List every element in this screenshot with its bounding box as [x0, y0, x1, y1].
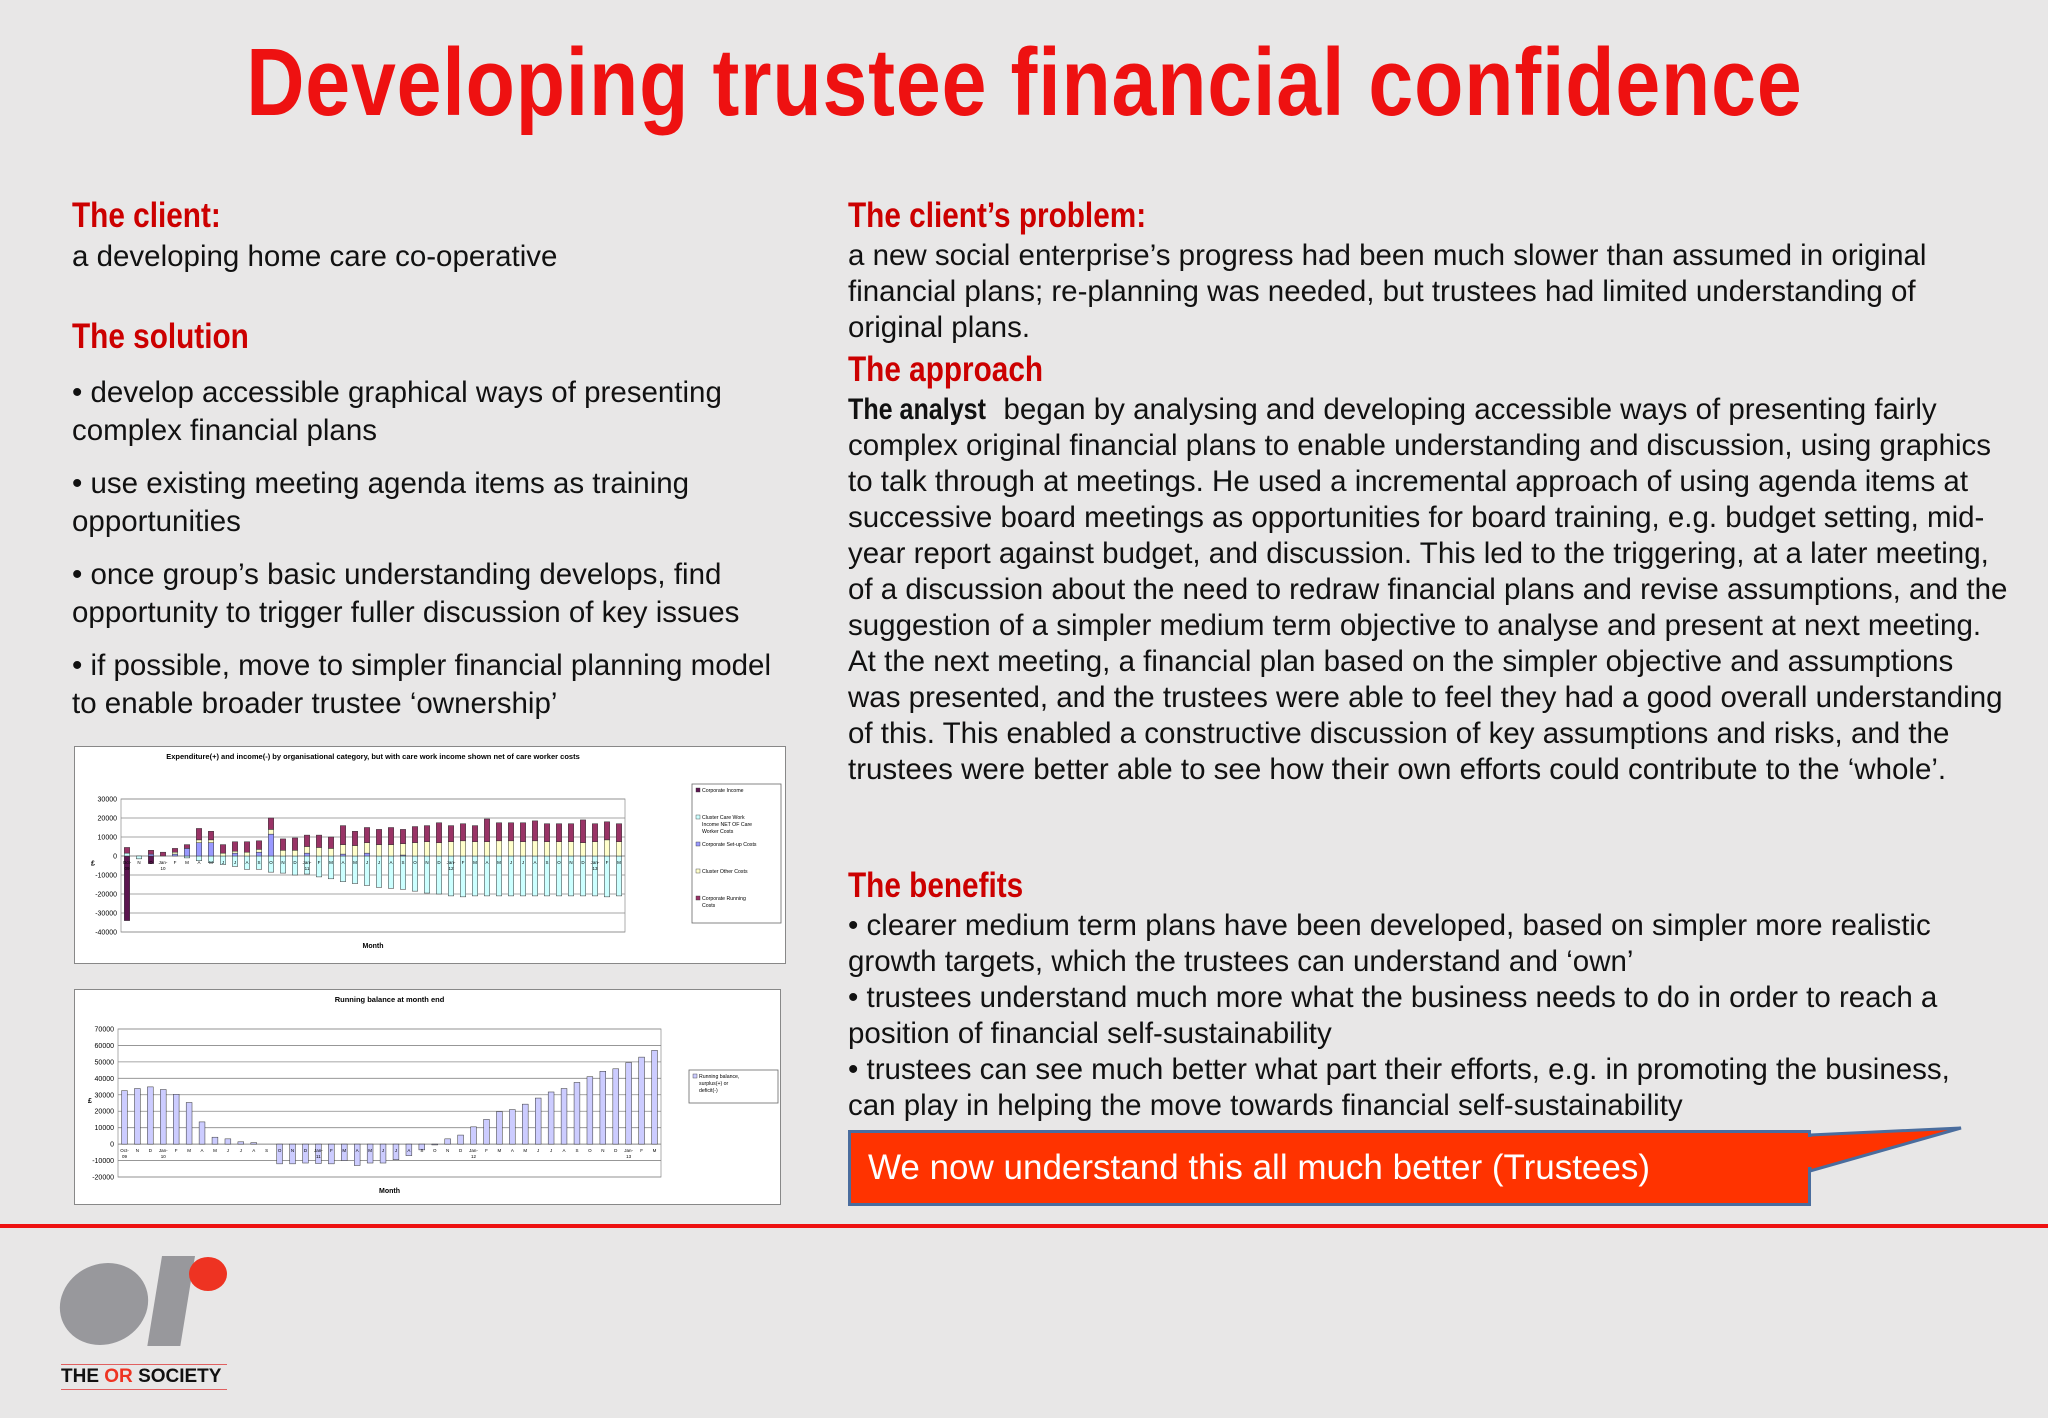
- bar: [292, 838, 297, 850]
- x-tick-label: A: [252, 1148, 256, 1154]
- bar: [424, 826, 429, 842]
- bar: [232, 851, 237, 853]
- x-tick-label: N: [446, 1148, 450, 1154]
- x-tick-label: Jan-: [302, 860, 312, 865]
- bar: [496, 1112, 502, 1145]
- problem-text: a new social enterprise’s progress had been much slower than assumed in original financial plans; re-planning was needed, but trustees had limited understanding of original plans.: [848, 239, 1927, 344]
- bar: [160, 852, 165, 856]
- legend-label: surplus(+) or: [699, 1081, 729, 1087]
- bar: [380, 1144, 386, 1163]
- solution-bullet: • use existing meeting agenda items as training opportunities: [72, 467, 690, 538]
- or-logo-mark-icon: [58, 1254, 238, 1346]
- bar: [184, 845, 189, 849]
- x-tick-label: S: [420, 1148, 424, 1154]
- x-tick-label: J: [381, 1148, 385, 1154]
- x-tick-label-year: 11: [304, 866, 310, 871]
- bar: [544, 842, 549, 856]
- bar: [186, 1103, 192, 1145]
- x-tick-label: A: [510, 1148, 514, 1154]
- bar: [208, 831, 213, 840]
- y-axis-label: £: [88, 1098, 92, 1105]
- bar: [251, 1143, 257, 1144]
- bar: [561, 1089, 567, 1145]
- bar: [340, 826, 345, 845]
- bar: [652, 1050, 658, 1144]
- bar: [280, 839, 285, 850]
- x-tick-label: F: [640, 1148, 643, 1154]
- x-tick-label: D: [148, 1148, 152, 1154]
- problem-heading: The client’s problem:: [848, 196, 1147, 235]
- solution-list: [72, 374, 792, 738]
- bar: [508, 841, 513, 856]
- solution-bullet: • develop accessible graphical ways of presenting complex financial plans: [72, 376, 722, 447]
- x-tick-label: D: [149, 860, 153, 865]
- x-tick-label: M: [473, 860, 477, 865]
- benefits-list: [848, 908, 1988, 1124]
- x-tick-label: M: [185, 860, 189, 865]
- bar: [520, 842, 525, 856]
- bar: [448, 826, 453, 842]
- x-tick-label: M: [617, 860, 621, 865]
- bar: [256, 841, 261, 850]
- x-tick-label: J: [233, 860, 237, 865]
- bar: [592, 824, 597, 842]
- y-tick-label: 40000: [94, 1075, 114, 1083]
- x-tick-label: J: [537, 1148, 540, 1154]
- x-tick-label: A: [245, 860, 249, 865]
- logo-word-society: SOCIETY: [138, 1366, 222, 1387]
- x-tick-label-year: 13: [592, 866, 598, 871]
- y-tick-label: 20000: [94, 1108, 114, 1116]
- logo-word-the: THE: [61, 1366, 99, 1387]
- x-tick-label: J: [521, 860, 525, 865]
- x-tick-label-year: 09: [124, 866, 130, 871]
- y-tick-label: -20000: [92, 1174, 114, 1182]
- bar: [556, 824, 561, 842]
- x-tick-label: J: [377, 860, 381, 865]
- bar: [220, 853, 225, 856]
- bar: [244, 852, 249, 856]
- x-tick-label: A: [389, 860, 393, 865]
- bar: [184, 856, 189, 858]
- x-tick-label: Oct-: [122, 860, 132, 865]
- x-axis-label: Month: [362, 943, 384, 950]
- bar: [460, 841, 465, 856]
- bar: [244, 842, 249, 852]
- chart-title: Expenditure(+) and income(-) by organisational category, but with care work income shown net of care worker costs: [166, 752, 580, 761]
- x-tick-label: J: [394, 1148, 398, 1154]
- x-tick-label: A: [200, 1148, 204, 1154]
- x-tick-label: S: [257, 860, 261, 865]
- x-tick-label: M: [187, 1148, 191, 1154]
- x-tick-label: Jan-: [624, 1148, 634, 1154]
- legend-swatch: [693, 1074, 697, 1078]
- x-tick-label: Jan-: [158, 1148, 168, 1154]
- x-tick-label: M: [368, 1148, 372, 1154]
- bar: [556, 842, 561, 856]
- bar: [639, 1057, 645, 1144]
- client-text: a developing home care co-operative: [72, 240, 558, 273]
- bar: [173, 1094, 179, 1144]
- x-tick-label: D: [614, 1148, 618, 1154]
- approach-body: began by analysing and developing accessible ways of presenting fairly complex original financial plans to enable understanding and discussion, using graphics to talk through at meetings. He used a incremental approach of using agenda items at successive board meetings as opportunities for board training, e.g. budget setting, mid-year report against budget, and discussion. This led to the triggering, at a later meeting, of a discussion about the need to redraw financial plans and revise assumptions, and the suggestion of a simpler medium term objective to analyse and present at next meeting. At the next meeting, a financial plan based on the simpler objective and assumptions was presented, and the trustees were able to feel they had a good overall understanding of this. This enabled a constructive discussion of key assumptions and risks, and the trustees were better able to see how their own efforts could contribute to the ‘whole’.: [848, 393, 2008, 786]
- x-tick-label: J: [365, 860, 369, 865]
- x-tick-label: O: [269, 860, 273, 865]
- bar: [316, 847, 321, 856]
- x-tick-label: O: [432, 1148, 437, 1154]
- benefits-bullet: • trustees can see much better what part their efforts, e.g. in promoting the business, can play in helping the move towards financial self-sustainability: [848, 1053, 1950, 1122]
- x-tick-label: Jan-: [158, 860, 168, 865]
- x-tick-label: M: [342, 1148, 347, 1154]
- x-tick-label: M: [497, 1148, 502, 1154]
- bar: [160, 1090, 166, 1145]
- bar: [268, 829, 273, 834]
- bar: [471, 1127, 477, 1144]
- bar: [587, 1077, 593, 1144]
- bar: [352, 831, 357, 845]
- bar: [172, 848, 177, 852]
- y-tick-label: -20000: [95, 891, 117, 899]
- bar: [376, 845, 381, 856]
- bar: [292, 850, 297, 856]
- legend-swatch: [696, 842, 700, 846]
- or-society-wordmark: [61, 1364, 227, 1390]
- solution-bullet: • if possible, move to simpler financial planning model to enable broader trustee ‘ownership’: [72, 649, 772, 720]
- bar: [445, 1139, 451, 1144]
- bar: [303, 1144, 309, 1163]
- legend-label: Costs: [702, 903, 716, 909]
- benefits-heading: The benefits: [848, 866, 1024, 905]
- running-balance-chart-svg: [75, 990, 779, 1203]
- bar: [124, 853, 129, 856]
- bar: [484, 842, 489, 856]
- bar: [460, 824, 465, 841]
- bar: [136, 856, 141, 859]
- x-tick-label: J: [549, 1148, 553, 1154]
- bar: [484, 1119, 490, 1144]
- bar: [424, 842, 429, 856]
- bar: [412, 843, 417, 856]
- bar: [472, 826, 477, 842]
- bar: [304, 853, 309, 856]
- bar: [196, 840, 201, 843]
- bar: [472, 842, 477, 856]
- bar: [574, 1082, 580, 1144]
- x-tick-label: Jan-: [314, 1148, 323, 1154]
- bar: [304, 847, 309, 854]
- y-tick-label: 20000: [97, 815, 117, 823]
- x-tick-label-year: 12: [448, 866, 454, 871]
- x-tick-label: D: [293, 860, 297, 865]
- bar: [568, 842, 573, 856]
- bar: [436, 823, 441, 843]
- x-tick-label: S: [401, 860, 405, 865]
- y-tick-label: -10000: [95, 872, 117, 880]
- bar: [340, 854, 345, 856]
- x-tick-label: J: [239, 1148, 242, 1154]
- bar: [148, 850, 153, 854]
- solution-bullet: • once group’s basic understanding develops, find opportunity to trigger fuller discussion of key issues: [72, 558, 740, 629]
- bar: [364, 843, 369, 853]
- x-tick-label: Oct-: [120, 1148, 129, 1154]
- page-title-text: Developing trustee financial confidence: [245, 29, 1803, 136]
- x-tick-label-year: 09: [121, 1154, 127, 1160]
- bar: [592, 842, 597, 856]
- callout-joint: [1806, 1133, 1826, 1173]
- bar: [304, 835, 309, 846]
- legend-swatch: [696, 815, 700, 819]
- legend-label: Corporate Set-up Costs: [702, 842, 757, 848]
- bar: [458, 1135, 464, 1144]
- y-tick-label: 10000: [97, 834, 117, 842]
- x-tick-label: S: [545, 860, 549, 865]
- bar: [535, 1098, 541, 1144]
- bar: [352, 846, 357, 856]
- y-tick-label: 0: [110, 1141, 114, 1149]
- bar: [147, 1087, 153, 1144]
- bar: [208, 843, 213, 856]
- bar: [548, 1092, 554, 1144]
- x-tick-label: A: [197, 860, 201, 865]
- bar: [290, 1144, 296, 1164]
- x-tick-label: J: [226, 1148, 230, 1154]
- bar: [580, 820, 585, 843]
- legend-label: Cluster Other Costs: [702, 869, 748, 875]
- x-tick-label-year: 10: [160, 866, 166, 871]
- x-tick-label: O: [277, 1148, 282, 1154]
- bar: [604, 822, 609, 840]
- bar: [277, 1144, 283, 1164]
- legend-swatch: [696, 896, 700, 900]
- x-tick-label: F: [485, 1148, 488, 1154]
- bar: [196, 843, 201, 856]
- y-tick-label: 30000: [97, 796, 117, 804]
- bar: [268, 818, 273, 829]
- legend-label: Corporate Running: [702, 896, 746, 902]
- bar: [616, 824, 621, 842]
- x-tick-label-year: 11: [316, 1154, 321, 1160]
- bar: [508, 823, 513, 841]
- bar: [340, 845, 345, 855]
- x-tick-label: F: [173, 860, 177, 865]
- y-tick-label: -10000: [92, 1158, 114, 1166]
- bar: [292, 856, 297, 875]
- x-tick-label: Jan-: [590, 860, 600, 865]
- x-tick-label-year: 10: [160, 1154, 166, 1160]
- page-title: [0, 28, 2048, 138]
- chart-title: Running balance at month end: [334, 995, 445, 1004]
- x-tick-label: S: [575, 1148, 579, 1154]
- bar: [532, 821, 537, 841]
- x-tick-label: D: [303, 1148, 308, 1154]
- bar: [232, 842, 237, 852]
- y-tick-label: 70000: [94, 1026, 114, 1034]
- or-society-logo: [58, 1254, 238, 1394]
- x-tick-label: F: [329, 1148, 333, 1154]
- solution-heading: The solution: [72, 317, 249, 356]
- x-tick-label: N: [601, 1148, 605, 1154]
- bar: [388, 845, 393, 856]
- x-tick-label-year: 13: [626, 1154, 632, 1160]
- legend-label: Running balance,: [699, 1074, 740, 1080]
- y-tick-label: -30000: [95, 910, 117, 918]
- x-tick-label: A: [533, 860, 537, 865]
- x-tick-label: M: [213, 1148, 217, 1154]
- bar: [172, 852, 177, 854]
- bar: [199, 1122, 205, 1144]
- x-tick-label: D: [437, 860, 441, 865]
- x-tick-label: M: [497, 860, 501, 865]
- bar: [122, 1091, 128, 1144]
- x-tick-label: A: [355, 1148, 359, 1154]
- bar: [225, 1139, 231, 1144]
- x-tick-label-year: 12: [471, 1154, 477, 1160]
- bar: [616, 842, 621, 856]
- legend-label: Worker Costs: [702, 829, 734, 835]
- logo-word-or: OR: [104, 1366, 133, 1387]
- bar: [268, 834, 273, 856]
- bar: [600, 1071, 606, 1144]
- bar: [532, 841, 537, 856]
- divider-line: [0, 1224, 2048, 1228]
- x-tick-label: M: [353, 860, 357, 865]
- expenditure-income-chart-svg: [75, 747, 784, 962]
- x-tick-label: A: [562, 1148, 566, 1154]
- expenditure-income-chart: [74, 746, 786, 964]
- bar: [432, 1144, 438, 1145]
- bar: [448, 842, 453, 856]
- bar: [568, 824, 573, 842]
- x-tick-label: N: [281, 860, 285, 865]
- bar: [196, 828, 201, 839]
- bar: [232, 853, 237, 856]
- x-axis-label: Month: [379, 1188, 400, 1195]
- x-tick-label: A: [485, 860, 489, 865]
- x-tick-label: A: [341, 860, 345, 865]
- bar: [316, 835, 321, 847]
- x-tick-label: S: [265, 1148, 269, 1154]
- bar: [400, 829, 405, 843]
- legend-label: deficit(-): [699, 1088, 718, 1094]
- bar: [436, 843, 441, 856]
- bar: [238, 1142, 244, 1144]
- bar: [328, 848, 333, 856]
- bar: [364, 853, 369, 856]
- bar: [412, 827, 417, 843]
- bar: [544, 824, 549, 842]
- legend-label: Corporate Income: [702, 788, 744, 794]
- approach-lead: The analyst: [848, 393, 986, 426]
- x-tick-label: Jan-: [446, 860, 456, 865]
- bar: [520, 823, 525, 842]
- x-tick-label: N: [290, 1148, 295, 1154]
- y-tick-label: 50000: [94, 1059, 114, 1067]
- x-tick-label: N: [135, 1148, 140, 1154]
- x-tick-label: N: [569, 860, 573, 865]
- legend-swatch: [696, 788, 700, 792]
- y-tick-label: -40000: [95, 929, 117, 937]
- bar: [626, 1063, 632, 1145]
- bar: [604, 840, 609, 856]
- x-tick-label: N: [425, 860, 429, 865]
- y-axis-label: £: [91, 860, 95, 868]
- bar: [172, 854, 177, 856]
- x-tick-label: F: [317, 860, 321, 865]
- x-tick-label: M: [523, 1148, 528, 1154]
- bar: [496, 823, 501, 841]
- x-tick-label: J: [509, 860, 513, 865]
- running-balance-chart: [74, 989, 781, 1205]
- x-tick-label: M: [652, 1148, 657, 1154]
- legend-label: Cluster Care Work: [702, 815, 745, 821]
- x-tick-label: M: [209, 860, 213, 865]
- bar: [580, 843, 585, 856]
- bar: [212, 1137, 218, 1144]
- bar: [328, 837, 333, 848]
- x-tick-label: O: [588, 1148, 592, 1154]
- x-tick-label: D: [458, 1148, 463, 1154]
- bar: [613, 1069, 619, 1144]
- x-tick-label: F: [605, 860, 609, 865]
- bar: [400, 844, 405, 855]
- bar: [376, 829, 381, 844]
- bar: [364, 828, 369, 843]
- x-tick-label: N: [137, 860, 141, 865]
- bar: [388, 828, 393, 845]
- bar: [280, 850, 285, 856]
- bar: [208, 840, 213, 843]
- x-tick-label: O: [557, 860, 561, 865]
- bar: [220, 845, 225, 854]
- callout-text: We now understand this all much better (Trustees): [868, 1148, 1651, 1187]
- x-tick-label: O: [413, 860, 417, 865]
- x-tick-label: Jan-: [469, 1148, 478, 1154]
- x-tick-label: F: [174, 1148, 178, 1154]
- bar: [509, 1110, 515, 1145]
- x-tick-label: D: [581, 860, 585, 865]
- approach-heading: The approach: [848, 350, 1044, 389]
- x-tick-label: M: [329, 860, 333, 865]
- bar: [496, 841, 501, 856]
- bar: [522, 1104, 528, 1144]
- approach-text: [848, 392, 2008, 788]
- bar: [328, 1144, 334, 1164]
- bar: [124, 847, 129, 853]
- client-heading: The client:: [72, 196, 221, 235]
- y-tick-label: 10000: [94, 1125, 114, 1133]
- x-tick-label: F: [461, 860, 465, 865]
- bar: [256, 849, 261, 852]
- x-tick-label: J: [221, 860, 225, 865]
- bar: [484, 819, 489, 842]
- legend-swatch: [696, 869, 700, 873]
- bar: [184, 848, 189, 856]
- benefits-bullet: • clearer medium term plans have been developed, based on simpler more realistic growth targets, which the trustees can understand and ‘own’: [848, 909, 1931, 978]
- bar: [367, 1144, 373, 1163]
- y-tick-label: 0: [113, 853, 117, 861]
- y-tick-label: 30000: [94, 1092, 114, 1100]
- legend-label: Income NET OF Care: [702, 822, 753, 828]
- bar: [134, 1089, 140, 1145]
- benefits-bullet: • trustees understand much more what the business needs to do in order to reach a position of financial self-sustainability: [848, 981, 1938, 1050]
- x-tick-label: A: [407, 1148, 411, 1154]
- bar: [256, 852, 261, 856]
- y-tick-label: 60000: [94, 1042, 114, 1050]
- bar: [148, 854, 153, 856]
